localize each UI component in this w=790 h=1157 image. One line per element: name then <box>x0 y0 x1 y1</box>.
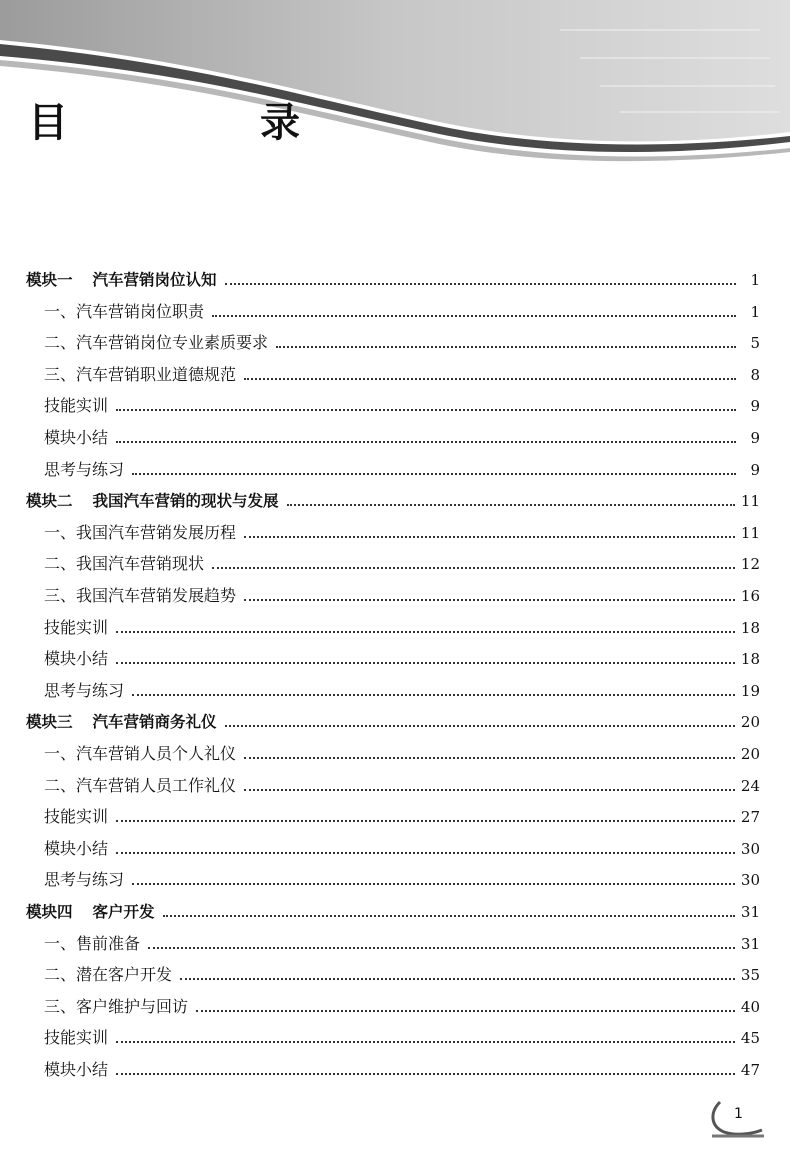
toc-page-number: 40 <box>740 997 760 1016</box>
toc-module-row[interactable] <box>0 262 790 290</box>
toc-item-row[interactable] <box>0 673 790 701</box>
toc-item-label: 二、我国汽车营销现状 <box>44 554 205 574</box>
toc-leader-dots <box>132 674 735 696</box>
toc-page-number: 35 <box>740 966 760 985</box>
toc-item-label: 三、客户维护与回访 <box>44 996 189 1016</box>
toc-item-label: 一、汽车营销人员个人礼仪 <box>44 744 237 763</box>
toc-leader-dots <box>244 516 735 538</box>
toc-leader-dots <box>116 421 736 443</box>
toc-item-label: 三、汽车营销职业道德规范 <box>44 364 237 384</box>
toc-module-number: 模块一 <box>26 271 73 289</box>
toc-leader-dots <box>244 579 735 601</box>
toc-item-row[interactable] <box>0 1020 790 1048</box>
toc-leader-dots <box>148 927 735 949</box>
toc-module-row[interactable] <box>0 483 790 511</box>
toc-item-label: 一、汽车营销岗位职责 <box>44 301 205 321</box>
toc-page-number: 20 <box>740 745 760 763</box>
toc-page-number: 11 <box>740 492 760 511</box>
toc-item-label: 模块小结 <box>44 1060 109 1079</box>
toc-item-row[interactable] <box>0 957 790 985</box>
toc-leader-dots <box>287 484 735 506</box>
toc-page-number: 24 <box>740 776 760 795</box>
toc-module-label <box>0 491 279 511</box>
toc-module-number: 模块二 <box>26 492 73 511</box>
toc-item-row[interactable] <box>0 831 790 859</box>
toc-item-label: 技能实训 <box>44 807 109 827</box>
toc-item-row[interactable] <box>0 578 790 606</box>
toc-leader-dots <box>180 958 735 980</box>
toc-item-row[interactable] <box>0 452 790 480</box>
toc-module-number: 模块三 <box>26 713 73 732</box>
toc-page-number: 16 <box>740 587 760 605</box>
toc-leader-dots <box>225 263 736 285</box>
toc-item-row[interactable] <box>0 799 790 827</box>
toc-item-row[interactable] <box>0 1052 790 1080</box>
toc-item-label: 二、汽车营销人员工作礼仪 <box>44 775 237 795</box>
toc-page-number: 18 <box>740 618 760 637</box>
toc-page-number: 27 <box>740 808 760 827</box>
toc-module-row[interactable] <box>0 704 790 732</box>
toc-page-number: 11 <box>740 523 760 542</box>
toc-item-row[interactable] <box>0 515 790 543</box>
toc-item-label: 模块小结 <box>44 428 109 447</box>
page-title: 目 录 <box>28 100 376 146</box>
toc-item-label: 思考与练习 <box>44 870 125 890</box>
toc-leader-dots <box>132 863 735 885</box>
toc-module-title: 客户开发 <box>92 903 155 921</box>
toc-leader-dots <box>116 1021 735 1043</box>
toc-page-number: 9 <box>750 397 760 416</box>
toc-page-number: 9 <box>750 460 760 479</box>
toc-page-number: 1 <box>750 302 760 321</box>
toc-leader-dots <box>116 642 735 664</box>
toc-item-row[interactable] <box>0 736 790 764</box>
toc-item-label: 思考与练习 <box>44 680 125 700</box>
toc-item-row[interactable] <box>0 357 790 385</box>
toc-leader-dots <box>196 990 735 1012</box>
toc-leader-dots <box>225 705 735 727</box>
toc-page-number: 18 <box>740 650 760 669</box>
toc-item-label: 二、潜在客户开发 <box>44 965 173 985</box>
toc-page-number: 30 <box>740 871 760 890</box>
toc-page-number: 45 <box>740 1029 760 1048</box>
toc-item-row[interactable] <box>0 420 790 448</box>
toc-item-label: 技能实训 <box>44 396 109 416</box>
toc-page-number: 8 <box>750 365 760 384</box>
toc-item-label: 思考与练习 <box>44 459 125 479</box>
toc-module-number: 模块四 <box>26 903 73 921</box>
toc-item-row[interactable] <box>0 989 790 1017</box>
toc-item-row[interactable] <box>0 388 790 416</box>
toc-leader-dots <box>244 769 735 791</box>
toc-page-number: 5 <box>750 334 760 353</box>
toc-leader-dots <box>163 895 735 917</box>
toc-page-number: 19 <box>740 681 760 700</box>
page-number: 1 <box>734 1106 743 1122</box>
toc-module-title: 我国汽车营销的现状与发展 <box>92 492 279 511</box>
toc-item-row[interactable] <box>0 926 790 954</box>
toc-page-number: 12 <box>740 555 760 574</box>
toc-module-label <box>0 712 217 732</box>
toc-item-row[interactable] <box>0 862 790 890</box>
toc-leader-dots <box>116 1053 735 1075</box>
toc-module-row[interactable] <box>0 894 790 922</box>
toc-leader-dots <box>244 358 736 380</box>
toc-item-label: 技能实训 <box>44 1028 109 1048</box>
toc-leader-dots <box>116 832 735 854</box>
toc-item-row[interactable] <box>0 294 790 322</box>
toc-module-title: 汽车营销岗位认知 <box>92 271 217 289</box>
toc-page-number: 1 <box>750 271 760 289</box>
toc-leader-dots <box>212 547 735 569</box>
toc-page-number: 47 <box>740 1061 760 1079</box>
toc-leader-dots <box>132 453 736 475</box>
toc-item-label: 一、我国汽车营销发展历程 <box>44 522 237 542</box>
toc-item-label: 模块小结 <box>44 838 109 858</box>
toc-page-number: 31 <box>740 903 760 921</box>
toc-item-row[interactable] <box>0 641 790 669</box>
toc-module-title: 汽车营销商务礼仪 <box>92 713 217 732</box>
toc-item-label: 技能实训 <box>44 617 109 637</box>
toc-page-number: 31 <box>740 934 760 953</box>
toc-item-label: 三、我国汽车营销发展趋势 <box>44 586 237 605</box>
toc-page-number: 9 <box>750 429 760 447</box>
toc-leader-dots <box>116 611 735 633</box>
toc-item-label: 一、售前准备 <box>44 933 141 953</box>
toc-module-label <box>0 902 155 922</box>
toc-item-row[interactable] <box>0 768 790 796</box>
toc-leader-dots <box>212 295 736 317</box>
toc-leader-dots <box>276 326 736 348</box>
toc-item-row[interactable] <box>0 325 790 353</box>
toc-item-label: 二、汽车营销岗位专业素质要求 <box>44 333 269 353</box>
toc-item-label: 模块小结 <box>44 649 109 669</box>
toc-item-row[interactable] <box>0 610 790 638</box>
toc-leader-dots <box>116 800 735 822</box>
toc-module-label <box>0 270 217 290</box>
toc-leader-dots <box>244 737 735 759</box>
toc-page-number: 20 <box>740 713 760 732</box>
toc-page-number: 30 <box>740 839 760 858</box>
toc-leader-dots <box>116 389 736 411</box>
toc-item-row[interactable] <box>0 546 790 574</box>
